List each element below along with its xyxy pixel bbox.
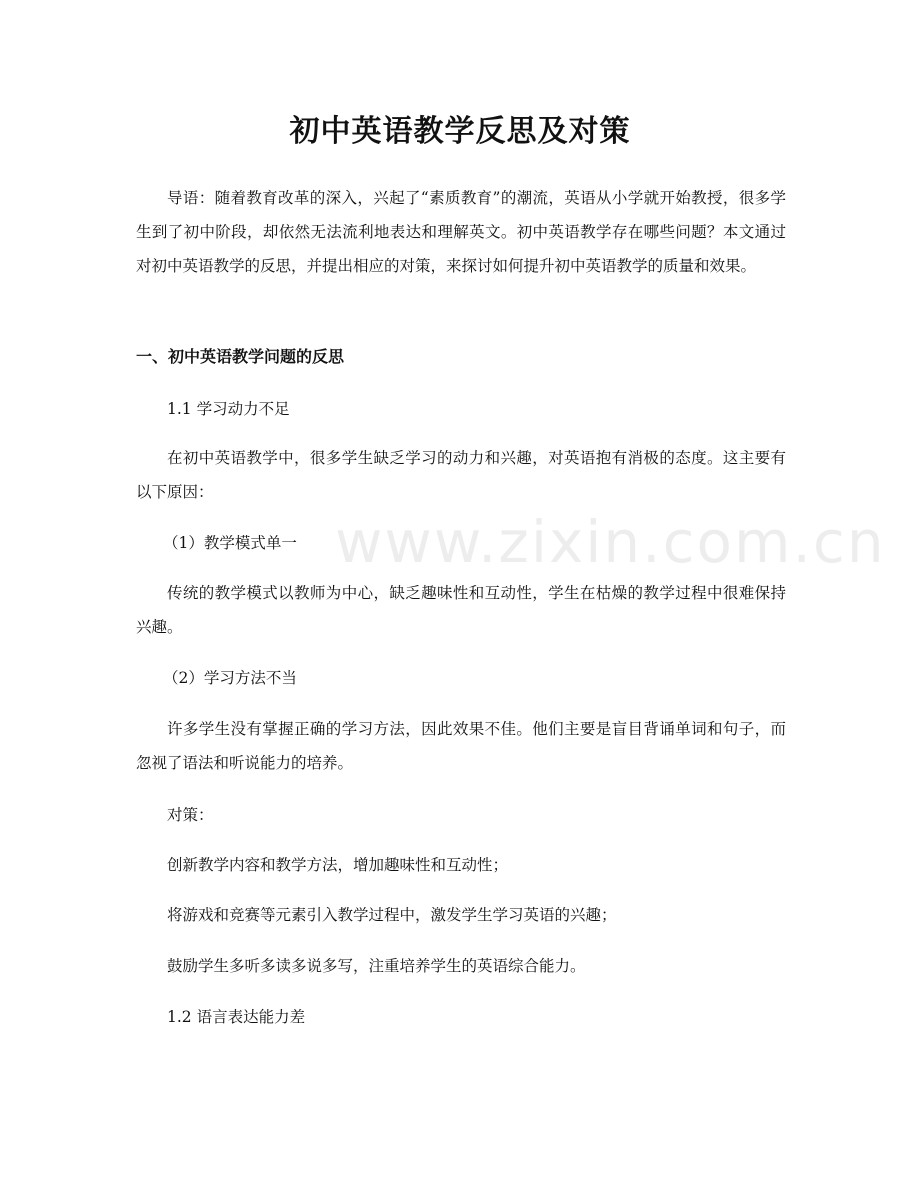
paragraph-teaching-mode: 传统的教学模式以教师为中心，缺乏趣味性和互动性，学生在枯燥的教学过程中很难保持兴趣。	[136, 584, 786, 636]
watermark: www.zixin.com.cn	[335, 508, 886, 576]
subheading-1-2: 1.2 语言表达能力差	[167, 1008, 306, 1026]
intro-paragraph: 导语：随着教育改革的深入，兴起了“素质教育”的潮流，英语从小学就开始教授，很多学生到了初中阶段，却依然无法流利地表达和理解英文。初中英语教学存在哪些问题？本文通过对初中英语教学的反思，并提出相应的对策，来探讨如何提升初中英语教学的质量和效果。	[136, 189, 786, 275]
subheading-1-1: 1.1 学习动力不足	[167, 400, 290, 418]
measure-item-1: 创新教学内容和教学方法，增加趣味性和互动性；	[167, 856, 509, 874]
reason-heading-2: （2）学习方法不当	[163, 669, 297, 687]
document-title: 初中英语教学反思及对策	[289, 114, 631, 149]
measure-item-3: 鼓励学生多听多读多说多写，注重培养学生的英语综合能力。	[167, 957, 586, 975]
paragraph-motivation: 在初中英语教学中，很多学生缺乏学习的动力和兴趣，对英语抱有消极的态度。这主要有以下原因：	[136, 449, 786, 501]
reason-heading-1: （1）教学模式单一	[163, 534, 297, 552]
measure-item-2: 将游戏和竞赛等元素引入教学过程中，激发学生学习英语的兴趣；	[167, 906, 617, 924]
section-heading-1: 一、初中英语教学问题的反思	[136, 347, 345, 366]
measures-label: 对策：	[167, 806, 214, 824]
paragraph-learning-method: 许多学生没有掌握正确的学习方法，因此效果不佳。他们主要是盲目背诵单词和句子，而忽视了语法和听说能力的培养。	[136, 720, 786, 772]
